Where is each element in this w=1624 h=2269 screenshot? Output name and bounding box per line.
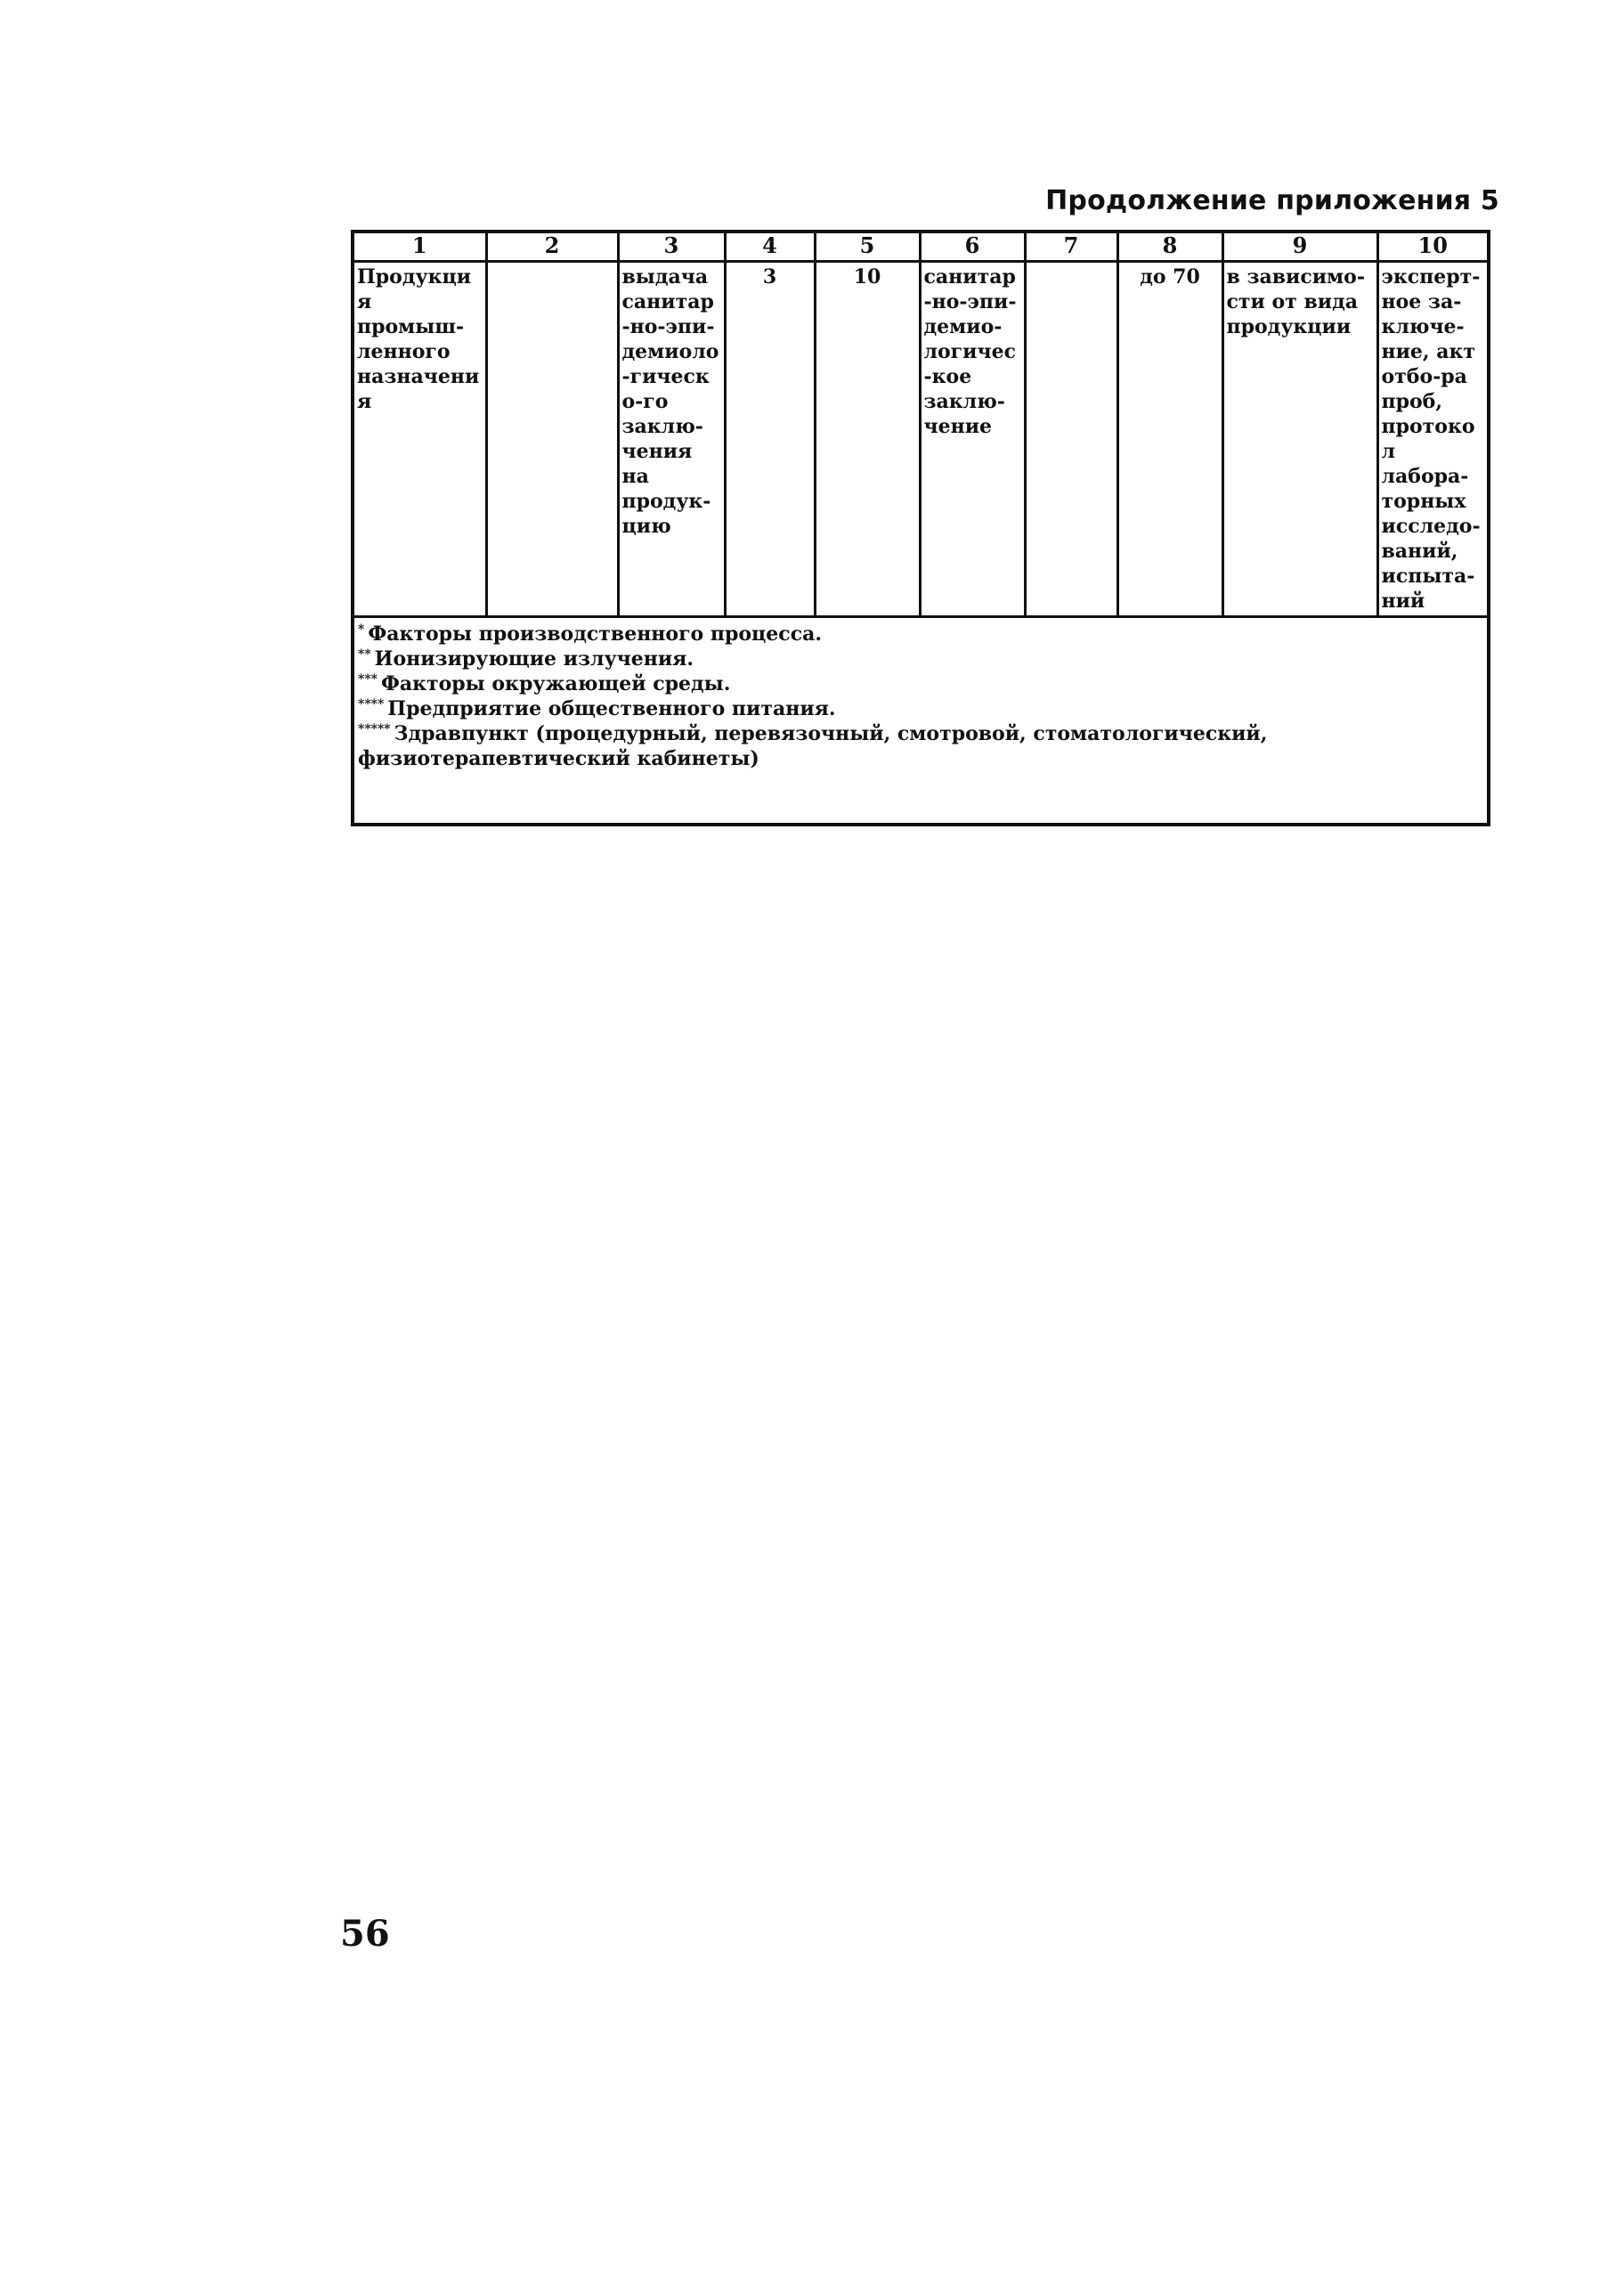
cell-column-7 bbox=[1025, 262, 1117, 617]
cell-column-9: в зависимо-сти от вида продукции bbox=[1222, 262, 1377, 617]
footnote-1: * Факторы производственного процесса. bbox=[358, 622, 823, 646]
column-number-row bbox=[353, 232, 1489, 262]
page-number: 56 bbox=[340, 1913, 390, 1955]
footnote-5: ***** Здравпункт (процедурный, перевязочный, смотровой, стоматологический, физиотерапевтический кабинеты) bbox=[358, 722, 1268, 770]
footnote-3: *** Факторы окружающей среды. bbox=[358, 672, 731, 695]
footnote-4: **** Предприятие общественного питания. bbox=[358, 697, 836, 720]
column-number-5: 5 bbox=[815, 232, 920, 262]
column-number-10: 10 bbox=[1377, 232, 1489, 262]
appendix-table bbox=[351, 230, 1490, 826]
footnote-2: ** Ионизирующие излучения. bbox=[358, 647, 694, 671]
notes-row bbox=[353, 617, 1489, 825]
column-number-1: 1 bbox=[353, 232, 486, 262]
table-row bbox=[353, 262, 1489, 617]
column-number-4: 4 bbox=[725, 232, 815, 262]
cell-service: выдача санитар-но-эпи-демиоло-гическо-го заклю-чения на продук-цию bbox=[618, 262, 725, 617]
cell-column-10: эксперт-ное за-ключе-ние, акт отбо-ра проб, протокол лабора-торных исследо-ваний, испыта-ний bbox=[1377, 262, 1489, 617]
column-number-6: 6 bbox=[920, 232, 1025, 262]
column-number-2: 2 bbox=[486, 232, 618, 262]
cell-document: санитар-но-эпи-демио-логичес-кое заклю-чение bbox=[920, 262, 1025, 617]
cell-column-5: 10 bbox=[815, 262, 920, 617]
cell-product-type: Продукция промыш-ленного назначения bbox=[353, 262, 486, 617]
column-number-3: 3 bbox=[618, 232, 725, 262]
column-number-8: 8 bbox=[1117, 232, 1222, 262]
cell-column-4: 3 bbox=[725, 262, 815, 617]
column-number-7: 7 bbox=[1025, 232, 1117, 262]
continuation-heading: Продолжение приложения 5 bbox=[1045, 185, 1499, 216]
column-number-9: 9 bbox=[1222, 232, 1377, 262]
footnotes bbox=[353, 617, 1489, 825]
cell-column-8: до 70 bbox=[1117, 262, 1222, 617]
cell-column-2 bbox=[486, 262, 618, 617]
